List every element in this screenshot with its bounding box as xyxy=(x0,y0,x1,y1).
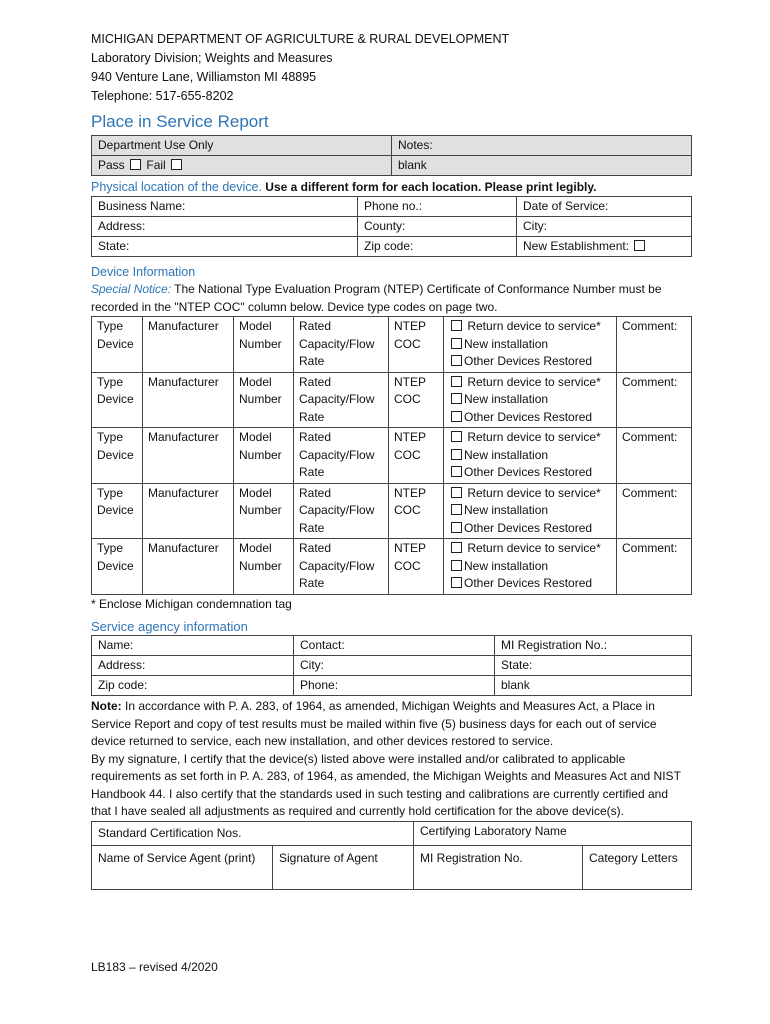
phone-field[interactable]: Phone no.: xyxy=(358,197,517,217)
return-checkbox[interactable] xyxy=(451,487,462,498)
status-options-cell xyxy=(444,317,617,373)
pass-checkbox[interactable] xyxy=(130,159,141,170)
new-install-label: New installation xyxy=(464,336,549,351)
return-option xyxy=(449,485,611,503)
other-restored-option xyxy=(449,464,611,482)
other-restored-label: Other Devices Restored xyxy=(464,576,593,590)
other-restored-checkbox[interactable] xyxy=(451,577,462,588)
ntep-coc-cell[interactable]: NTEP COC xyxy=(389,372,444,428)
manufacturer-cell[interactable]: Manufacturer xyxy=(143,317,234,373)
certifying-lab-field[interactable]: Certifying Laboratory Name xyxy=(414,821,692,845)
comment-cell[interactable]: Comment: xyxy=(617,428,692,484)
agency-table xyxy=(91,635,692,696)
manufacturer-cell[interactable]: Manufacturer xyxy=(143,372,234,428)
status-options-cell xyxy=(444,372,617,428)
return-option xyxy=(449,540,611,558)
ntep-coc-cell[interactable]: NTEP COC xyxy=(389,317,444,373)
agency-telephone: Telephone: 517-655-8202 xyxy=(91,89,234,103)
zip-field[interactable]: Zip code: xyxy=(358,237,517,257)
agent-signature-field[interactable]: Signature of Agent xyxy=(273,845,414,889)
device-row xyxy=(92,539,692,595)
special-notice-label: Special Notice: xyxy=(91,282,172,296)
footnote: * Enclose Michigan condemnation tag xyxy=(91,596,292,611)
type-device-cell[interactable]: Type Device xyxy=(92,539,143,595)
return-label: Return device to service* xyxy=(467,374,601,389)
location-table xyxy=(91,196,692,257)
return-option xyxy=(449,318,611,336)
standard-cert-field[interactable]: Standard Certification Nos. xyxy=(92,821,414,845)
comment-cell[interactable]: Comment: xyxy=(617,317,692,373)
return-checkbox[interactable] xyxy=(451,542,462,553)
certify-paragraph: By my signature, I certify that the device(s) listed above were installed and/or calibrated to applicable requirements as set forth in P. A. 283, of 1964, as amended, the Michigan Weights and Measures Act and NIST Handbook 44. I also certify that the standards used in such testing and calibrations are currently certified and that I have sealed all adjustments as required and currently hold certification for the above device(s). xyxy=(91,751,681,818)
business-name-field[interactable]: Business Name: xyxy=(92,197,358,217)
new-establishment-label: New Establishment: xyxy=(523,239,630,253)
new-install-checkbox[interactable] xyxy=(451,504,462,515)
new-install-label: New installation xyxy=(464,503,549,517)
agency-phone-field[interactable]: Phone: xyxy=(294,676,495,696)
manufacturer-cell[interactable]: Manufacturer xyxy=(143,428,234,484)
type-device-cell[interactable]: Type Device xyxy=(92,428,143,484)
other-restored-checkbox[interactable] xyxy=(451,411,462,422)
device-row xyxy=(92,317,692,373)
new-establishment-checkbox[interactable] xyxy=(634,240,645,251)
type-device-cell[interactable]: Type Device xyxy=(92,483,143,539)
model-number-cell[interactable]: Model Number xyxy=(234,539,294,595)
device-table xyxy=(91,316,692,595)
date-of-service-field[interactable]: Date of Service: xyxy=(517,197,692,217)
address-field[interactable]: Address: xyxy=(92,217,358,237)
fail-label: Fail xyxy=(146,158,166,172)
agency-mi-reg-field[interactable]: MI Registration No.: xyxy=(495,636,692,656)
dept-use-label: Department Use Only xyxy=(92,136,392,156)
city-field[interactable]: City: xyxy=(517,217,692,237)
type-device-cell[interactable]: Type Device xyxy=(92,372,143,428)
manufacturer-cell[interactable]: Manufacturer xyxy=(143,539,234,595)
form-footer: LB183 – revised 4/2020 xyxy=(91,960,218,974)
fail-checkbox[interactable] xyxy=(171,159,182,170)
status-options-cell xyxy=(444,483,617,539)
signature-table xyxy=(91,821,692,890)
return-label: Return device to service* xyxy=(467,319,601,333)
device-row xyxy=(92,372,692,428)
agency-zip-field[interactable]: Zip code: xyxy=(92,676,294,696)
comment-cell[interactable]: Comment: xyxy=(617,372,692,428)
form-page xyxy=(91,30,691,890)
type-device-cell[interactable]: Type Device xyxy=(92,317,143,373)
device-row xyxy=(92,483,692,539)
rated-capacity-cell[interactable]: Rated Capacity/Flow Rate xyxy=(294,428,389,484)
new-install-label: New installation xyxy=(464,447,549,462)
model-number-cell[interactable]: Model Number xyxy=(234,428,294,484)
page-title: Place in Service Report xyxy=(91,112,269,131)
device-heading: Device Information xyxy=(91,265,196,279)
dept-use-table xyxy=(91,135,692,176)
new-establishment-cell xyxy=(517,237,692,257)
model-number-cell[interactable]: Model Number xyxy=(234,483,294,539)
note-paragraph xyxy=(91,698,691,751)
location-heading: Physical location of the device. xyxy=(91,180,262,194)
location-instruction: Use a different form for each location. Please print legibly. xyxy=(265,180,597,194)
agency-name-field[interactable]: Name: xyxy=(92,636,294,656)
other-restored-option xyxy=(449,520,611,538)
new-install-label: New installation xyxy=(464,392,549,406)
special-notice xyxy=(91,281,691,316)
category-letters-field[interactable]: Category Letters xyxy=(583,845,692,889)
model-number-cell[interactable]: Model Number xyxy=(234,317,294,373)
sig-mi-reg-field[interactable]: MI Registration No. xyxy=(414,845,583,889)
notes-field[interactable]: blank xyxy=(392,156,692,176)
new-install-option xyxy=(449,558,611,576)
new-install-checkbox[interactable] xyxy=(451,393,462,404)
comment-cell[interactable]: Comment: xyxy=(617,483,692,539)
agency-name: MICHIGAN DEPARTMENT OF AGRICULTURE & RURAL DEVELOPMENT xyxy=(91,32,510,46)
county-field[interactable]: County: xyxy=(358,217,517,237)
return-option xyxy=(449,374,611,392)
new-install-option xyxy=(449,502,611,520)
rated-capacity-cell[interactable]: Rated Capacity/Flow Rate xyxy=(294,483,389,539)
other-restored-checkbox[interactable] xyxy=(451,355,462,366)
agency-city-field[interactable]: City: xyxy=(294,656,495,676)
agency-heading: Service agency information xyxy=(91,619,248,634)
new-install-checkbox[interactable] xyxy=(451,449,462,460)
return-checkbox[interactable] xyxy=(451,431,462,442)
new-install-option xyxy=(449,391,611,409)
other-restored-label: Other Devices Restored xyxy=(464,465,593,479)
special-notice-text: The National Type Evaluation Program (NTEP) Certificate of Conformance Number must be recorded in the "NTEP COC" column below. Device type codes on page two. xyxy=(91,282,662,314)
manufacturer-cell[interactable]: Manufacturer xyxy=(143,483,234,539)
notes-label: Notes: xyxy=(392,136,692,156)
note-label: Note: xyxy=(91,699,122,713)
agency-address-field[interactable]: Address: xyxy=(92,656,294,676)
agency-contact-field[interactable]: Contact: xyxy=(294,636,495,656)
comment-cell[interactable]: Comment: xyxy=(617,539,692,595)
new-install-checkbox[interactable] xyxy=(451,560,462,571)
new-install-checkbox[interactable] xyxy=(451,338,462,349)
return-checkbox[interactable] xyxy=(451,320,462,331)
device-row xyxy=(92,428,692,484)
rated-capacity-cell[interactable]: Rated Capacity/Flow Rate xyxy=(294,372,389,428)
ntep-coc-cell[interactable]: NTEP COC xyxy=(389,483,444,539)
return-option xyxy=(449,429,611,447)
division-name: Laboratory Division; Weights and Measures xyxy=(91,51,333,65)
return-label: Return device to service* xyxy=(467,430,601,444)
pass-fail-cell xyxy=(92,156,392,176)
other-restored-label: Other Devices Restored xyxy=(464,409,593,424)
agency-state-field[interactable]: State: xyxy=(495,656,692,676)
agency-header xyxy=(91,30,691,106)
new-install-option xyxy=(449,447,611,465)
other-restored-option xyxy=(449,353,611,371)
ntep-coc-cell[interactable]: NTEP COC xyxy=(389,539,444,595)
other-restored-option xyxy=(449,575,611,593)
return-label: Return device to service* xyxy=(467,485,601,500)
rated-capacity-cell[interactable]: Rated Capacity/Flow Rate xyxy=(294,317,389,373)
status-options-cell xyxy=(444,539,617,595)
agent-name-field[interactable]: Name of Service Agent (print) xyxy=(92,845,273,889)
location-heading-line xyxy=(91,178,691,196)
agency-blank-field[interactable]: blank xyxy=(495,676,692,696)
ntep-coc-cell[interactable]: NTEP COC xyxy=(389,428,444,484)
pass-label: Pass xyxy=(98,158,125,172)
status-options-cell xyxy=(444,428,617,484)
new-install-label: New installation xyxy=(464,558,549,573)
agency-address: 940 Venture Lane, Williamston MI 48895 xyxy=(91,70,317,84)
rated-capacity-cell[interactable]: Rated Capacity/Flow Rate xyxy=(294,539,389,595)
other-restored-label: Other Devices Restored xyxy=(464,354,593,368)
model-number-cell[interactable]: Model Number xyxy=(234,372,294,428)
other-restored-label: Other Devices Restored xyxy=(464,520,593,535)
other-restored-option xyxy=(449,409,611,427)
new-install-option xyxy=(449,336,611,354)
state-field[interactable]: State: xyxy=(92,237,358,257)
note-text: In accordance with P. A. 283, of 1964, as amended, Michigan Weights and Measures Act, a Place in Service Report and copy of test results must be mailed within five (5) business days for each out of service device returned to service, each new installation, and other devices restored to service. xyxy=(91,699,657,748)
other-restored-checkbox[interactable] xyxy=(451,466,462,477)
return-checkbox[interactable] xyxy=(451,376,462,387)
return-label: Return device to service* xyxy=(467,541,601,555)
other-restored-checkbox[interactable] xyxy=(451,522,462,533)
